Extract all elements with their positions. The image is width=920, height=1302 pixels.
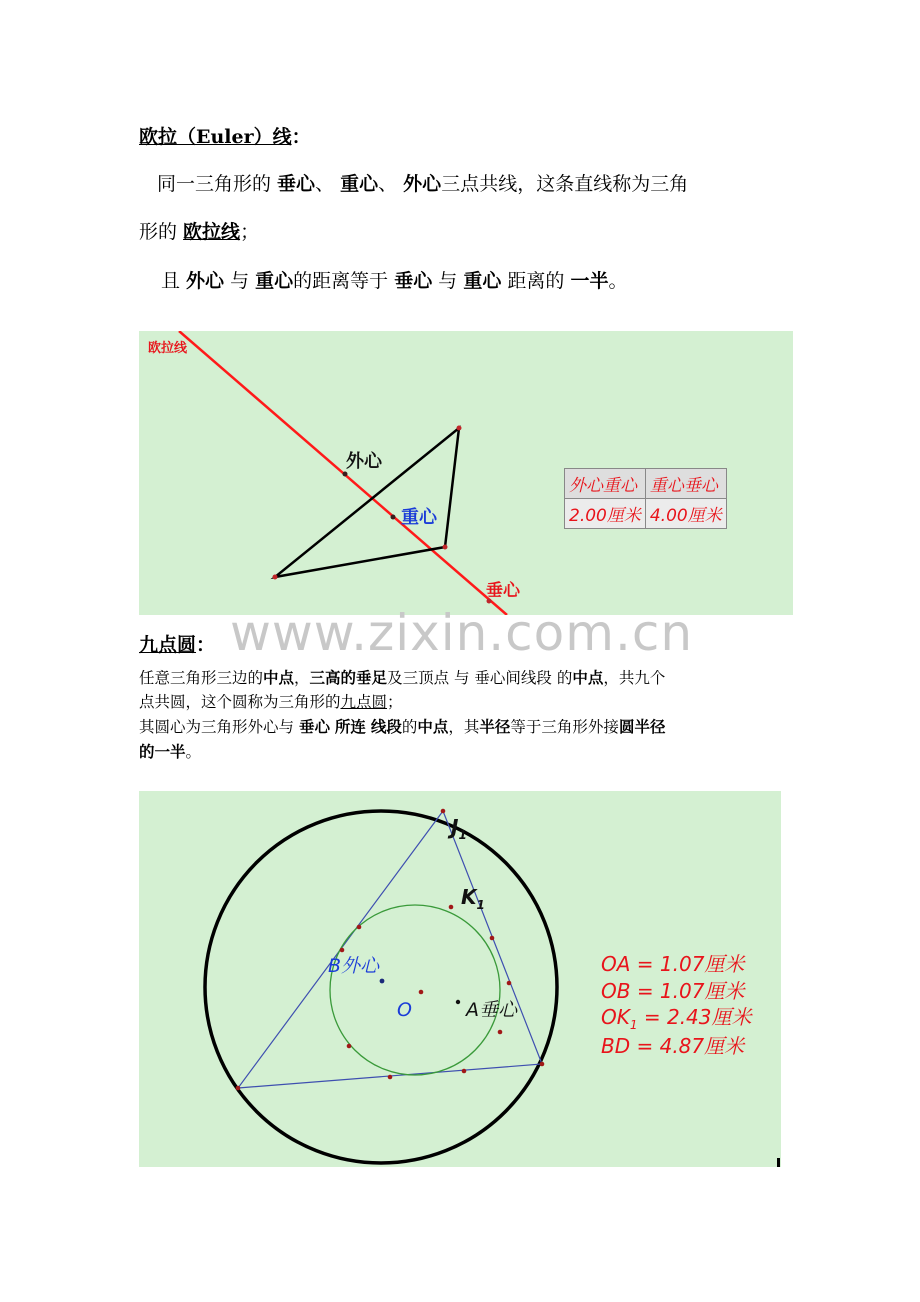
ninepoint-paragraph-3 xyxy=(139,716,665,739)
bold-term: 重心 xyxy=(255,270,294,292)
euler-title-text: 欧拉（Euler）线 xyxy=(139,126,292,148)
circumcenter-label: 外心 xyxy=(346,451,382,472)
ninepoint-title-colon: ： xyxy=(196,634,216,656)
text: 、 xyxy=(315,173,341,195)
table-cell: 4.00厘米 xyxy=(645,499,726,529)
table-header-row xyxy=(565,469,727,499)
ninepoint-paragraph-1 xyxy=(139,667,789,690)
measure-subscript: 1 xyxy=(629,1018,638,1032)
label-text: J xyxy=(451,815,459,839)
distance-table xyxy=(564,468,727,529)
text: 及三顶点 与 垂心间线段 的 xyxy=(387,669,573,687)
point xyxy=(462,1069,467,1074)
point xyxy=(419,990,424,995)
text: ； xyxy=(240,221,260,243)
label-j1 xyxy=(451,815,467,842)
text: 点共圆，这个圆称为三角形的 xyxy=(139,693,341,711)
euler-paragraph-2 xyxy=(139,218,259,246)
text: 。 xyxy=(608,270,628,292)
measure-text: OK xyxy=(601,1005,630,1029)
text: 形的 xyxy=(139,221,184,243)
table-cell: 2.00厘米 xyxy=(565,499,646,529)
measurement-bd: BD = 4.87厘米 xyxy=(601,1034,745,1058)
text: ，共九个 xyxy=(603,669,666,687)
measure-text: = 2.43厘米 xyxy=(637,1005,752,1029)
label-circumcenter-b: B外心 xyxy=(328,955,380,977)
bold-term: 三高的垂足 xyxy=(309,669,388,687)
centroid-point xyxy=(391,515,396,520)
bold-term: 圆半径 xyxy=(618,718,666,736)
label-text: K xyxy=(461,885,477,909)
bold-term: 线段 xyxy=(370,718,402,736)
text: 与 xyxy=(432,270,464,292)
bold-term: 外心 xyxy=(186,270,225,292)
text: ， xyxy=(294,669,310,687)
text: 。 xyxy=(185,743,202,761)
label-subscript: 1 xyxy=(458,828,467,842)
point xyxy=(236,1086,241,1091)
corner-mark xyxy=(777,1158,780,1167)
vertex-point xyxy=(457,426,462,431)
text: 的距离等于 xyxy=(293,270,395,292)
text: ，其 xyxy=(448,718,480,736)
euler-title-colon: ： xyxy=(291,126,311,148)
euler-line-label: 欧拉线 xyxy=(148,341,188,356)
bold-term: 外心 xyxy=(403,173,442,195)
nine-points xyxy=(236,809,545,1091)
ninepoint-paragraph-4 xyxy=(139,741,201,764)
bold-term: 重心 xyxy=(463,270,502,292)
bold-term: 一半 xyxy=(570,270,609,292)
vertex-point xyxy=(443,545,448,550)
measurement-oa: OA = 1.07厘米 xyxy=(601,952,745,976)
text: 、 xyxy=(378,173,404,195)
bold-term: 重心 xyxy=(340,173,379,195)
point xyxy=(507,981,512,986)
nine-point-circle xyxy=(330,905,500,1075)
table-header-cell: 外心重心 xyxy=(565,469,646,499)
underlined-term: 欧拉线 xyxy=(183,221,241,243)
ninepoint-figure xyxy=(139,791,781,1167)
point xyxy=(540,1062,545,1067)
point xyxy=(347,1044,352,1049)
measurement-ok1 xyxy=(601,1001,752,1032)
ninepoint-paragraph-2 xyxy=(139,691,403,714)
text: 的 xyxy=(401,718,418,736)
text: 同一三角形的 xyxy=(157,173,278,195)
watermark: www.zixin.com.cn xyxy=(230,604,694,662)
label-center-o: O xyxy=(397,999,412,1021)
label-k1 xyxy=(461,885,485,912)
orthocenter-point xyxy=(456,1000,460,1004)
centroid-label: 重心 xyxy=(401,507,437,528)
text: ； xyxy=(387,693,403,711)
table-row xyxy=(565,499,727,529)
text: 与 xyxy=(224,270,256,292)
label-subscript: 1 xyxy=(476,898,485,912)
table-header-cell: 重心垂心 xyxy=(645,469,726,499)
ninepoint-title xyxy=(139,630,215,657)
bold-term: 垂心 xyxy=(394,270,433,292)
bold-term: 中点 xyxy=(417,718,449,736)
point xyxy=(441,809,446,814)
bold-term: 中点 xyxy=(263,669,295,687)
bold-term: 半径 xyxy=(479,718,511,736)
bold-term: 中点 xyxy=(572,669,604,687)
text: 距离的 xyxy=(501,270,571,292)
euler-title xyxy=(139,122,311,149)
label-orthocenter-a: A垂心 xyxy=(466,999,517,1021)
measurement-ob: OB = 1.07厘米 xyxy=(601,979,745,1003)
bold-term: 垂心 xyxy=(277,173,316,195)
circumcircle xyxy=(205,811,557,1163)
bold-term: 所连 xyxy=(334,718,366,736)
ninepoint-title-text: 九点圆 xyxy=(139,634,197,656)
point xyxy=(357,925,362,930)
point xyxy=(498,1030,503,1035)
euler-paragraph-3 xyxy=(161,267,627,295)
point xyxy=(490,936,495,941)
point xyxy=(449,905,454,910)
vertex-point xyxy=(273,575,278,580)
euler-figure xyxy=(139,331,793,615)
underlined-term: 九点圆 xyxy=(340,693,388,711)
text: 任意三角形三边的 xyxy=(139,669,264,687)
bold-term: 的一半 xyxy=(139,743,186,761)
text: 三点共线，这条直线称为三角 xyxy=(441,173,689,195)
text: 其圆心为三角形外心与 xyxy=(139,718,299,736)
circumcenter-point xyxy=(380,979,385,984)
bold-term: 垂心 xyxy=(298,718,330,736)
euler-paragraph-1 xyxy=(157,170,688,198)
text: 等于三角形外接 xyxy=(510,718,619,736)
text: 且 xyxy=(161,270,187,292)
orthocenter-label: 垂心 xyxy=(486,581,520,601)
point xyxy=(388,1075,393,1080)
